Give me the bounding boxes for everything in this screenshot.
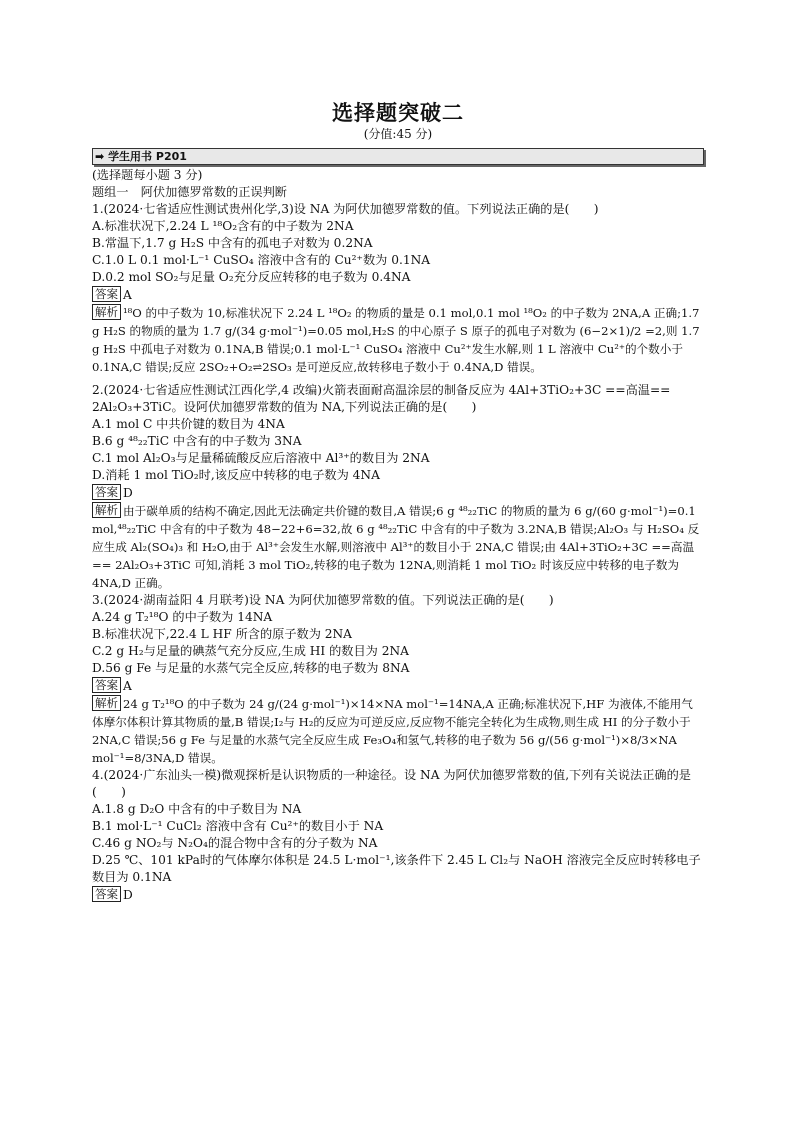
option-a: A.1.8 g D₂O 中含有的中子数目为 NA bbox=[92, 802, 302, 816]
page-title: 选择题突破二 bbox=[332, 101, 464, 125]
answer-tag: 答案 bbox=[92, 286, 121, 302]
question-1 bbox=[92, 201, 704, 376]
student-book-bar bbox=[92, 148, 704, 165]
option-a: A.标准状况下,2.24 L ¹⁸O₂含有的中子数为 2NA bbox=[92, 219, 354, 233]
analysis-tag: 解析 bbox=[92, 502, 121, 518]
option-d: D.0.2 mol SO₂与足量 O₂充分反应转移的电子数为 0.4NA bbox=[92, 270, 411, 284]
answer-row bbox=[92, 677, 704, 695]
question-stem: 4.(2024·广东汕头一模)微观探析是认识物质的一种途径。设 NA 为阿伏加德罗常数的值,下列有关说法正确的是( ) bbox=[92, 768, 691, 799]
arrow-right-icon: ➡ bbox=[95, 150, 105, 163]
question-4 bbox=[92, 767, 704, 904]
option-b: B.6 g ⁴⁸₂₂TiC 中含有的中子数为 3NA bbox=[92, 434, 302, 448]
answer-value: D bbox=[123, 888, 133, 902]
answer-tag: 答案 bbox=[92, 677, 121, 693]
option-c: C.46 g NO₂与 N₂O₄的混合物中含有的分子数为 NA bbox=[92, 836, 378, 850]
answer-row bbox=[92, 886, 704, 904]
option-a: A.1 mol C 中共价键的数目为 4NA bbox=[92, 417, 285, 431]
analysis-row bbox=[92, 695, 704, 767]
answer-value: D bbox=[123, 486, 133, 500]
analysis-tag: 解析 bbox=[92, 695, 121, 711]
option-b: B.1 mol·L⁻¹ CuCl₂ 溶液中含有 Cu²⁺的数目小于 NA bbox=[92, 819, 384, 833]
intro-note: (选择题每小题 3 分) bbox=[92, 168, 203, 182]
answer-value: A bbox=[123, 679, 132, 693]
question-stem: 2.(2024·七省适应性测试江西化学,4 改编)火箭表面耐高温涂层的制备反应为 4Al+3TiO₂+3C ==高温== 2Al₂O₃+3TiC。设阿伏加德罗常数的值为 NA,下列说法正确的是( ) bbox=[92, 383, 671, 414]
question-2 bbox=[92, 382, 704, 592]
score-note: (分值:45 分) bbox=[363, 127, 433, 141]
analysis-tag: 解析 bbox=[92, 304, 121, 320]
option-c: C.1.0 L 0.1 mol·L⁻¹ CuSO₄ 溶液中含有的 Cu²⁺数为 0.1NA bbox=[92, 253, 431, 267]
answer-tag: 答案 bbox=[92, 886, 121, 902]
answer-tag: 答案 bbox=[92, 484, 121, 500]
answer-row bbox=[92, 286, 704, 304]
question-stem: 1.(2024·七省适应性测试贵州化学,3)设 NA 为阿伏加德罗常数的值。下列说法正确的是( ) bbox=[92, 202, 599, 216]
group-heading: 题组一 阿伏加德罗常数的正误判断 bbox=[92, 185, 287, 199]
option-b: B.常温下,1.7 g H₂S 中含有的孤电子对数为 0.2NA bbox=[92, 236, 373, 250]
option-b: B.标准状况下,22.4 L HF 所含的原子数为 2NA bbox=[92, 627, 352, 641]
option-d: D.25 ℃、101 kPa时的气体摩尔体积是 24.5 L·mol⁻¹,该条件下 2.45 L Cl₂与 NaOH 溶液完全反应时转移电子数目为 0.1NA bbox=[92, 853, 701, 884]
option-c: C.1 mol Al₂O₃与足量稀硫酸反应后溶液中 Al³⁺的数目为 2NA bbox=[92, 451, 430, 465]
option-c: C.2 g H₂与足量的碘蒸气充分反应,生成 HI 的数目为 2NA bbox=[92, 644, 409, 658]
analysis-text: 24 g T₂¹⁸O 的中子数为 24 g/(24 g·mol⁻¹)×14×NA mol⁻¹=14NA,A 正确;标准状况下,HF 为液体,不能用气体摩尔体积计算其物质的量,B 错误;I₂与 H₂的反应为可逆反应,反应物不能完全转化为生成物,则生成 HI 的分子数小于 2NA,C 错误;56 g Fe 与足量的水蒸气完全反应生成 Fe₃O₄和氢气,转移的电子数为 56 g/(56 g·mol⁻¹)×8/3×NA mol⁻¹=8/3NA,D 错误。 bbox=[92, 697, 693, 765]
answer-value: A bbox=[123, 288, 132, 302]
question-3 bbox=[92, 592, 704, 767]
question-stem: 3.(2024·湖南益阳 4 月联考)设 NA 为阿伏加德罗常数的值。下列说法正确的是( ) bbox=[92, 593, 554, 607]
analysis-text: ¹⁸O 的中子数为 10,标准状况下 2.24 L ¹⁸O₂ 的物质的量是 0.1 mol,0.1 mol ¹⁸O₂ 的中子数为 2NA,A 正确;1.7 g H₂S 的物质的量为 1.7 g/(34 g·mol⁻¹)=0.05 mol,H₂S 的中心原子 S 原子的孤电子对数为 (6−2×1)/2 =2,则 1.7 g H₂S 中孤电子对数为 0.1NA,B 错误;0.1 mol·L⁻¹ CuSO₄ 溶液中 Cu²⁺发生水解,则 1 L 溶液中 Cu²⁺的个数小于 0.1NA,C 错误;反应 2SO₂+O₂⇌2SO₃ 是可逆反应,故转移电子数小于 0.4NA,D 错误。 bbox=[92, 306, 700, 374]
student-book-label: 学生用书 P201 bbox=[108, 150, 187, 163]
option-a: A.24 g T₂¹⁸O 的中子数为 14NA bbox=[92, 610, 273, 624]
option-d: D.56 g Fe 与足量的水蒸气完全反应,转移的电子数为 8NA bbox=[92, 661, 410, 675]
answer-row bbox=[92, 484, 704, 502]
option-d: D.消耗 1 mol TiO₂时,该反应中转移的电子数为 4NA bbox=[92, 468, 380, 482]
analysis-row bbox=[92, 304, 704, 376]
analysis-row bbox=[92, 502, 704, 592]
analysis-text: 由于碳单质的结构不确定,因此无法确定共价键的数目,A 错误;6 g ⁴⁸₂₂TiC 的物质的量为 6 g/(60 g·mol⁻¹)=0.1 mol,⁴⁸₂₂TiC 中含有的中子数为 48−22+6=32,故 6 g ⁴⁸₂₂TiC 中含有的中子数为 3.2NA,B 错误;Al₂O₃ 与 H₂SO₄ 反应生成 Al₂(SO₄)₃ 和 H₂O,由于 Al³⁺会发生水解,则溶液中 Al³⁺的数目小于 2NA,C 错误;由 4Al+3TiO₂+3C ==高温== 2Al₂O₃+3TiC 可知,消耗 3 mol TiO₂,转移的电子数为 12NA,则消耗 1 mol TiO₂ 时该反应中转移的电子数为 4NA,D 正确。 bbox=[92, 504, 700, 590]
document-page bbox=[92, 100, 704, 904]
